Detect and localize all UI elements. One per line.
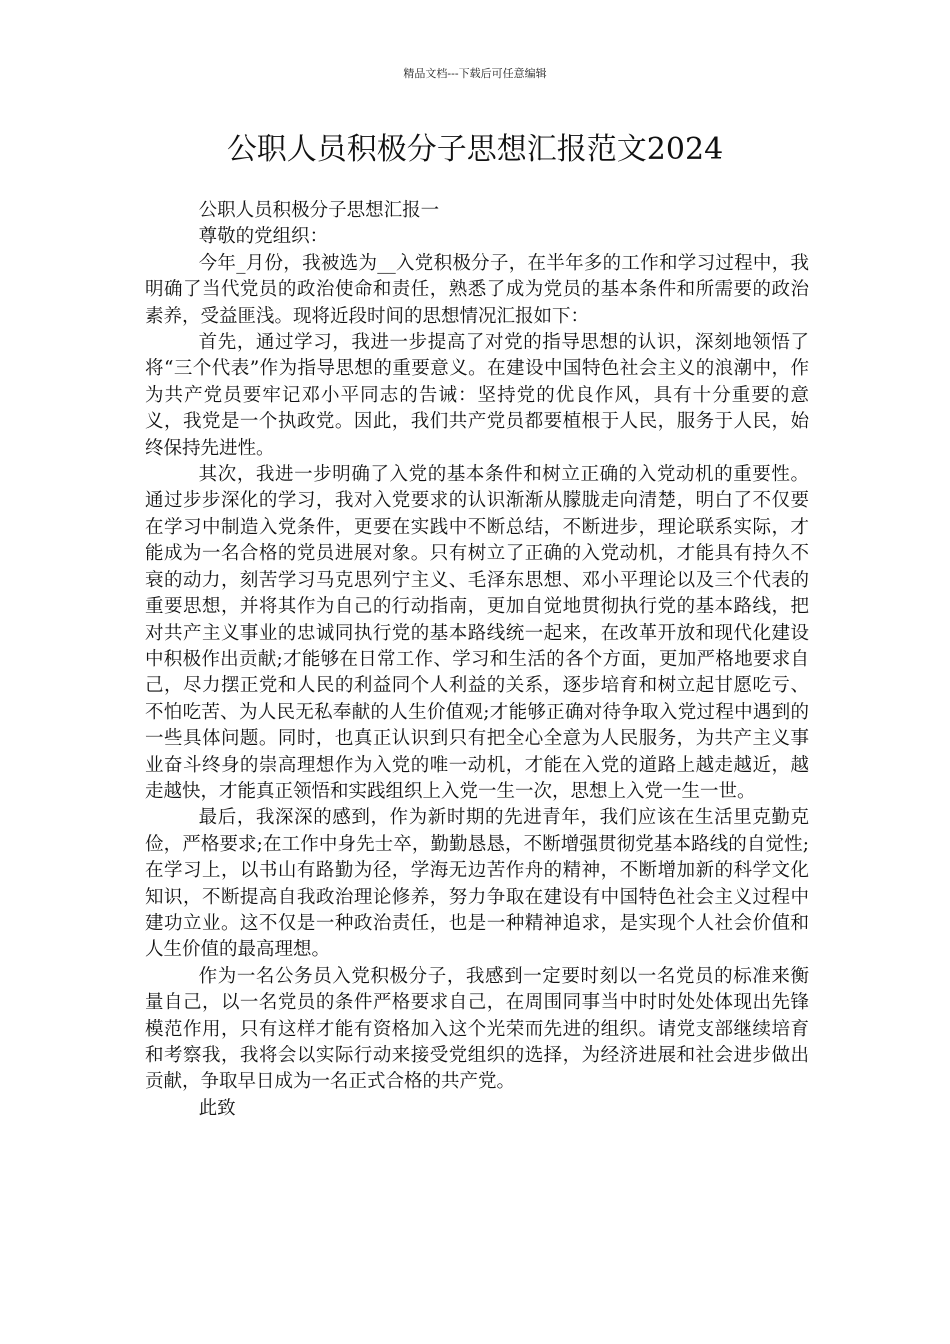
salutation: 尊敬的党组织： — [198, 226, 329, 248]
paragraph-first: 首先，通过学习，我进一步提高了对党的指导思想的认识，深刻地领悟了将“三个代表”作为指导思想的重要意义。在建设中国特色社会主义的浪潮中，作为共产党员要牢记邓小平同志的告诫：坚持党的优良作风，具有十分重要的意义，我党是一个执政党。因此，我们共产党员都要植根于人民，服务于人民，始终保持先进性。 — [145, 332, 809, 459]
paragraph-conclusion: 作为一名公务员入党积极分子，我感到一定要时刻以一名党员的标准来衡量自己，以一名党员的条件严格要求自己，在周围同事当中时时处处体现出先锋模范作用，只有这样才能有资格加入这个光荣而先进的组织。请党支部继续培育和考察我，我将会以实际行动来接受党组织的选择，为经济进展和社会进步做出贡献，争取早日成为一名正式合格的共产党。 — [145, 965, 809, 1093]
document-subtitle: 公职人员积极分子思想汇报一 — [198, 200, 440, 221]
document-body — [145, 198, 809, 1122]
paragraph-second: 其次，我进一步明确了入党的基本条件和树立正确的入党动机的重要性。通过步步深化的学习，我对入党要求的认识渐渐从朦胧走向清楚，明白了不仅要在学习中制造入党条件，更要在实践中不断总结，不断进步，理论联系实际，才能成为一名合格的党员进展对象。只有树立了正确的入党动机，才能具有持久不衰的动力，刻苦学习马克思列宁主义、毛泽东思想、邓小平理论以及三个代表的重要思想，并将其作为自己的行动指南，更加自觉地贯彻执行党的基本路线，把对共产主义事业的忠诚同执行党的基本路线统一起来，在改革开放和现代化建设中积极作出贡献;才能够在日常工作、学习和生活的各个方面，更加严格地要求自己，尽力摆正党和人民的利益同个人利益的关系，逐步培育和树立起甘愿吃亏、不怕吃苦、为人民无私奉献的人生价值观;才能够正确对待争取入党过程中遇到的一些具体问题。同时，也真正认识到只有把全心全意为人民服务，为共产主义事业奋斗终身的崇高理想作为入党的唯一动机，才能在入党的道路上越走越近，越走越快，才能真正领悟和实践组织上入党一生一次，思想上入党一生一世。 — [145, 464, 809, 802]
page-header: 精品文档---下载后可任意编辑 — [403, 67, 547, 80]
document-title: 公职人员积极分子思想汇报范文2024 — [226, 132, 724, 167]
paragraph-intro: 今年_月份，我被选为__入党积极分子，在半年多的工作和学习过程中，我明确了当代党员的政治使命和责任，熟悉了成为党员的基本条件和所需要的政治素养，受益匪浅。现将近段时间的思想情况汇报如下： — [145, 252, 809, 327]
closing: 此致 — [198, 1097, 236, 1119]
paragraph-last: 最后，我深深的感到，作为新时期的先进青年，我们应该在生活里克勤克俭，严格要求;在工作中身先士卒，勤勤恳恳，不断增强贯彻党基本路线的自觉性;在学习上，以书山有路勤为径，学海无边苦作舟的精神，不断增加新的科学文化知识，不断提高自我政治理论修养，努力争取在建设有中国特色社会主义过程中建功立业。这不仅是一种政治责任，也是一种精神追求，是实现个人社会价值和人生价值的最高理想。 — [145, 807, 809, 961]
